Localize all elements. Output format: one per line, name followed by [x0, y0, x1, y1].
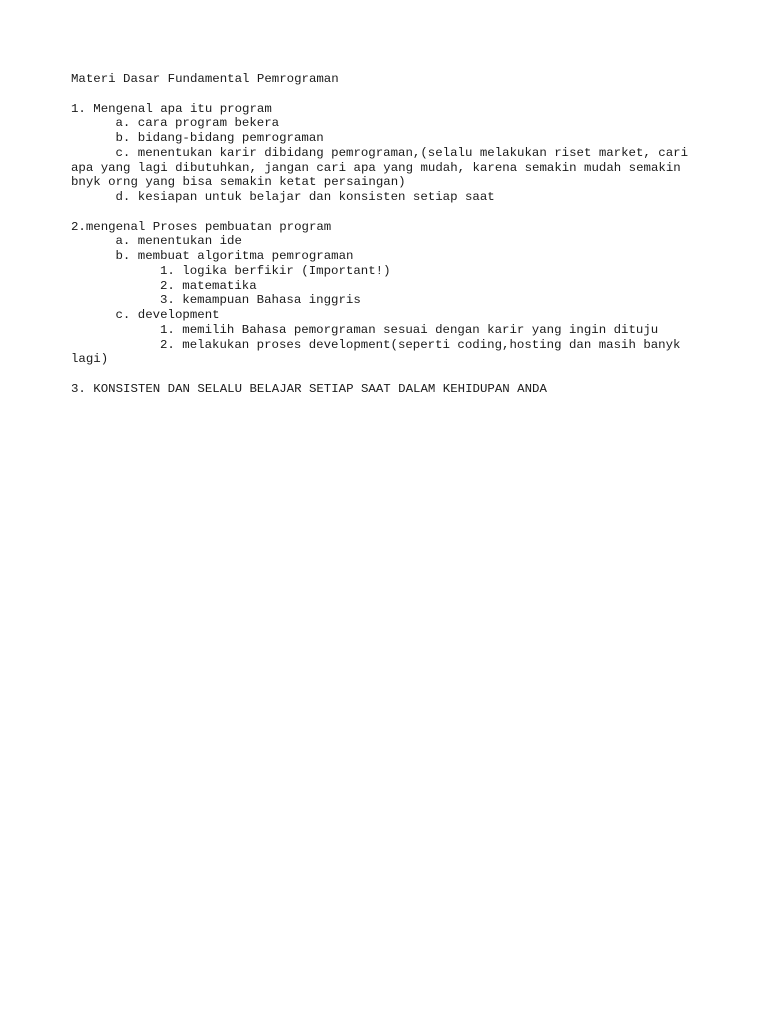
section-2-item-a: a. menentukan ide	[115, 234, 242, 249]
blank-line	[71, 205, 711, 220]
section-2-item-b-sub-2: 2. matematika	[160, 278, 257, 293]
blank-line	[71, 367, 711, 382]
section-2-item-c-sub-2: 2. melakukan proses development(seperti coding,hosting dan masih banyk	[160, 337, 681, 352]
document-page	[71, 72, 711, 397]
section-2-item-c: c. development	[115, 308, 220, 322]
section-2-item-b-sub-3: 3. kemampuan Bahasa inggris	[160, 293, 361, 308]
section-1-item-b: b. bidang-bidang pemrograman	[115, 131, 324, 145]
section-1-item-c-continued: bnyk orng yang bisa semakin ketat persaingan)	[71, 175, 406, 190]
section-2-heading: 2.mengenal Proses pembuatan program	[71, 219, 332, 234]
document-title: Materi Dasar Fundamental Pemrograman	[71, 72, 339, 86]
section-1-item-c-continued: apa yang lagi dibutuhkan, jangan cari apa yang mudah, karena semakin mudah semakin	[71, 160, 681, 175]
section-3-heading: 3. KONSISTEN DAN SELALU BELAJAR SETIAP SAAT DALAM KEHIDUPAN ANDA	[71, 381, 547, 396]
section-1-item-a: a. cara program bekera	[115, 116, 280, 131]
section-2-item-c-sub-2-continued: lagi)	[71, 352, 109, 367]
section-1-item-d: d. kesiapan untuk belajar dan konsisten setiap saat	[115, 190, 495, 204]
blank-line	[71, 87, 711, 102]
section-2-item-b-sub-1: 1. logika berfikir (Important!)	[160, 263, 391, 278]
section-1-heading: 1. Mengenal apa itu program	[71, 101, 272, 116]
section-1-item-c: c. menentukan karir dibidang pemrograman,(selalu melakukan riset market, cari	[115, 145, 689, 160]
section-2-item-b: b. membuat algoritma pemrograman	[115, 249, 354, 263]
section-2-item-c-sub-1: 1. memilih Bahasa pemorgraman sesuai dengan karir yang ingin dituju	[160, 322, 659, 337]
